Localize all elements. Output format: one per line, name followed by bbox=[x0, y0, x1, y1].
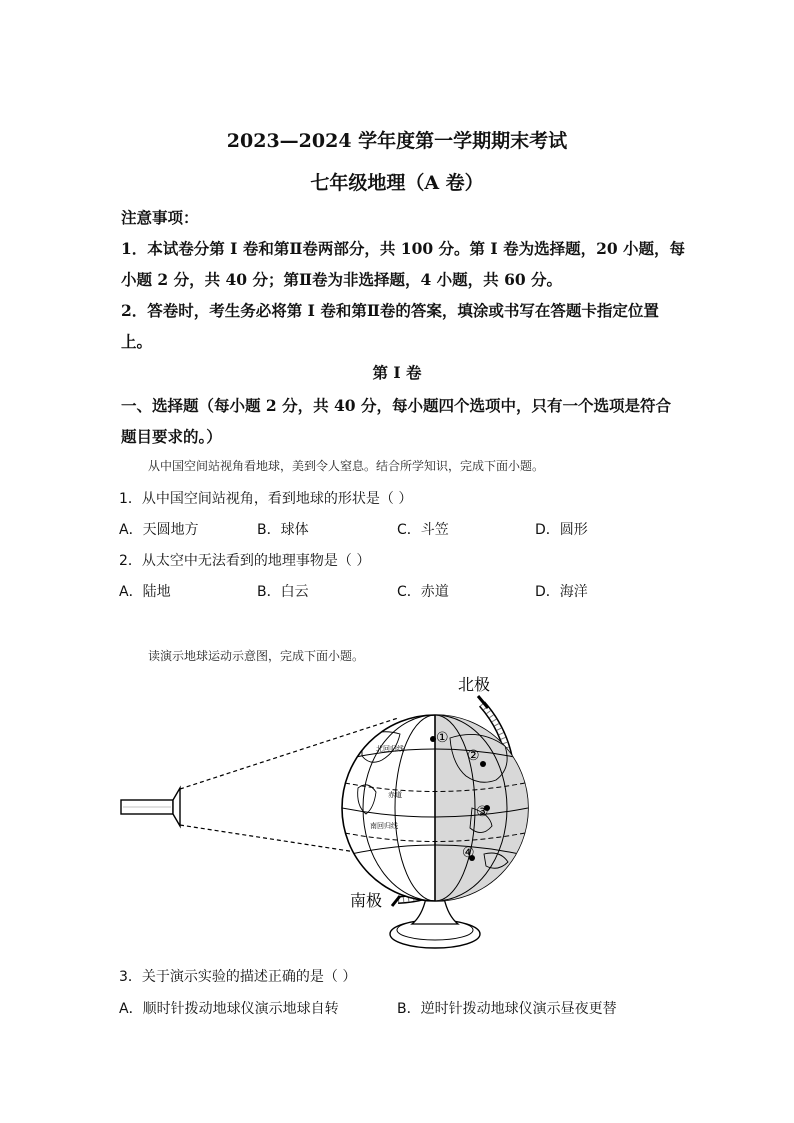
q2-option-b: B．白云 bbox=[257, 584, 309, 600]
section-heading-line1: 一、选择题（每小题 2 分，共 40 分，每小题四个选项中，只有一个选项是符合 bbox=[121, 396, 671, 415]
q2-option-a: A．陆地 bbox=[119, 584, 171, 600]
question-1-stem: 1．从中国空间站视角，看到地球的形状是（ ） bbox=[119, 491, 413, 507]
marker-3: ③ bbox=[476, 804, 489, 820]
notice-item2-line1: 2．答卷时，考生务必将第 I 卷和第Ⅱ卷的答案，填涂或书写在答题卡指定位置 bbox=[121, 301, 659, 320]
marker-2: ② bbox=[467, 748, 480, 764]
north-pole-label: 北极 bbox=[458, 675, 491, 694]
q1-option-b: B．球体 bbox=[257, 522, 309, 538]
q1-option-c: C．斗笠 bbox=[397, 522, 449, 538]
section-heading-line2: 题目要求的。） bbox=[121, 427, 222, 446]
notice-item2-line2: 上。 bbox=[121, 332, 153, 351]
q3-option-a: A．顺时针拨动地球仪演示地球自转 bbox=[119, 1001, 339, 1017]
tropic-south-label: 南回归线 bbox=[370, 822, 398, 830]
group2-intro: 读演示地球运动示意图，完成下面小题。 bbox=[148, 649, 365, 663]
globe-diagram bbox=[100, 668, 580, 958]
q3-option-b: B．逆时针拨动地球仪演示昼夜更替 bbox=[397, 1001, 617, 1017]
notice-heading: 注意事项： bbox=[121, 208, 199, 227]
q2-option-d: D．海洋 bbox=[535, 584, 588, 600]
volume-label: 第 I 卷 bbox=[372, 363, 422, 382]
notice-item1-line2: 小题 2 分，共 40 分；第Ⅱ卷为非选择题，4 小题，共 60 分。 bbox=[121, 270, 563, 289]
marker-1: ① bbox=[436, 730, 449, 746]
q1-option-d: D．圆形 bbox=[535, 522, 588, 538]
question-2-stem: 2．从太空中无法看到的地理事物是（ ） bbox=[119, 553, 371, 569]
exam-subtitle: 七年级地理（A 卷） bbox=[310, 172, 484, 194]
marker-4: ④ bbox=[462, 845, 475, 861]
tropic-north-label: 北回归线 bbox=[376, 745, 404, 753]
group1-intro: 从中国空间站视角看地球，美到令人窒息。结合所学知识，完成下面小题。 bbox=[148, 459, 545, 473]
south-pole-label: 南极 bbox=[350, 891, 383, 910]
flashlight-icon bbox=[121, 788, 180, 826]
q1-option-a: A．天圆地方 bbox=[119, 522, 199, 538]
q2-option-c: C．赤道 bbox=[397, 584, 449, 600]
question-3-stem: 3．关于演示实验的描述正确的是（ ） bbox=[119, 969, 357, 985]
exam-title: 2023—2024 学年度第一学期期末考试 bbox=[226, 130, 568, 152]
equator-label: 赤道 bbox=[388, 791, 402, 799]
notice-item1-line1: 1．本试卷分第 I 卷和第Ⅱ卷两部分，共 100 分。第 I 卷为选择题，20 小题，每 bbox=[121, 239, 686, 258]
